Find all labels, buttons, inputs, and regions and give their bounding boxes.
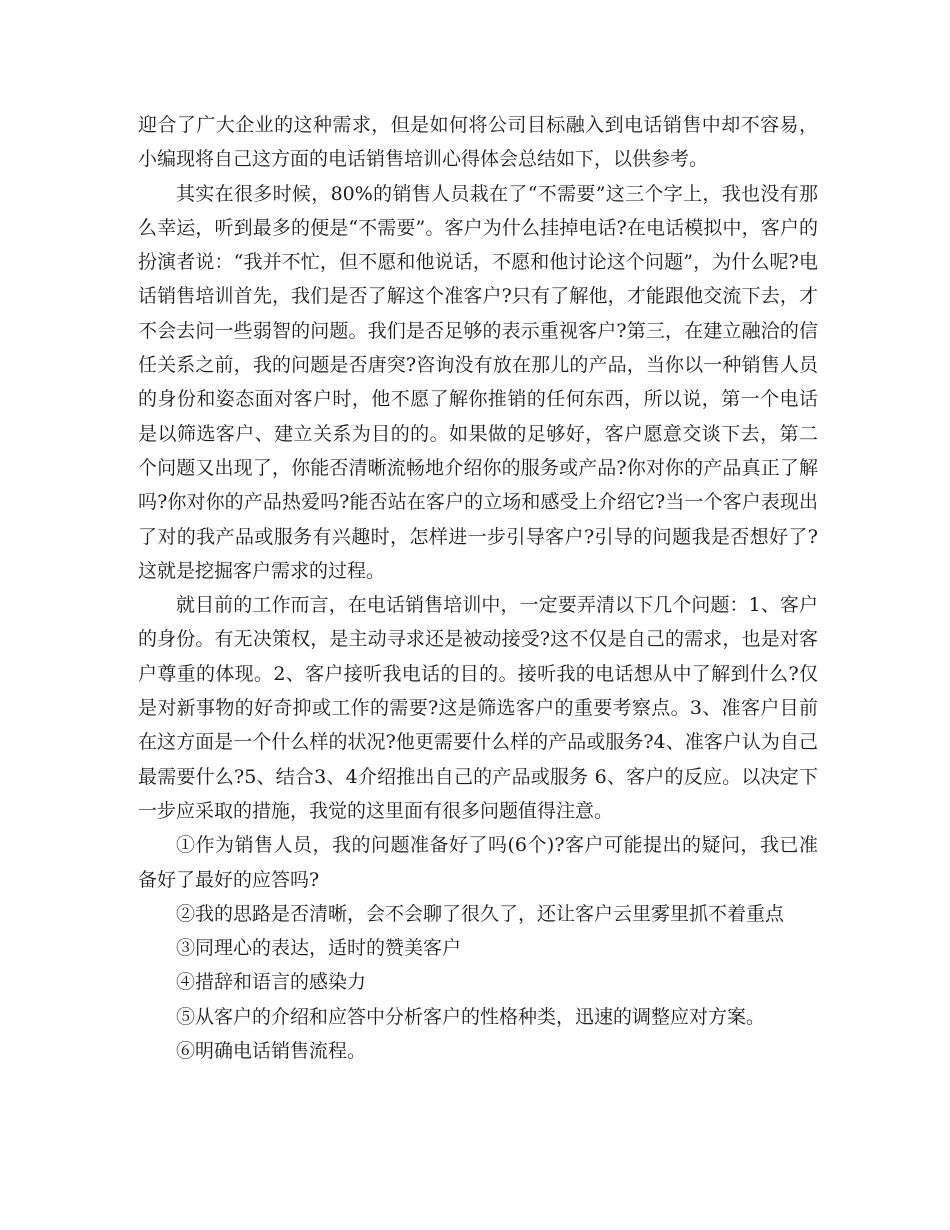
paragraph-customer-rejection: 其实在很多时候，80%的销售人员栽在了“不需要”这三个字上，我也没有那么幸运，听到最多的便是“不需要”。客户为什么挂掉电话?在电话模拟中，客户的扮演者说：“我并不忙，但不愿和他说话，不愿和他讨论这个问题”，为什么呢?电话销售培训首先，我们是否了解这个准客户?只有了解他，才能跟他交流下去，才不会去问一些弱智的问题。我们是否足够的表示重视客户?第三，在建立融洽的信任关系之前，我的问题是否唐突?咨询没有放在那儿的产品，当你以一种销售人员的身份和姿态面对客户时，他不愿了解你推销的任何东西，所以说，第一个电话是以筛选客户、建立关系为目的的。如果做的足够好，客户愿意交谈下去，第二个问题又出现了，你能否清晰流畅地介绍你的服务或产品?你对你的产品真正了解吗?你对你的产品热爱吗?能否站在客户的立场和感受上介绍它?当一个客户表现出了对的我产品或服务有兴趣时，怎样进一步引导客户?引导的问题我是否想好了?这就是挖掘客户需求的过程。 — [138, 182, 818, 582]
list-item-point-4: ④措辞和语言的感染力 — [176, 971, 367, 994]
paragraph-point-1: ①作为销售人员，我的问题准备好了吗(6个)?客户可能提出的疑问，我已准备好了最好的应答吗? — [138, 834, 818, 891]
list-item-point-5: ⑤从客户的介绍和应答中分析客户的性格种类，迅速的调整应对方案。 — [176, 1005, 766, 1028]
paragraph-key-questions: 就目前的工作而言，在电话销售培训中，一定要弄清以下几个问题：1、客户的身份。有无决策权，是主动寻求还是被动接受?这不仅是自己的需求，也是对客户尊重的体现。2、客户接听我电话的目的。接听我的电话想从中了解到什么?仅是对新事物的好奇抑或工作的需要?这是筛选客户的重要考察点。3、准客户目前在这方面是一个什么样的状况?他更需要什么样的产品或服务?4、准客户认为自己最需要什么?5、结合3、4介绍推出自己的产品或服务 6、客户的反应。以决定下一步应采取的措施，我觉的这里面有很多问题值得注意。 — [138, 594, 818, 822]
paragraph-continuation: 迎合了广大企业的这种需求，但是如何将公司目标融入到电话销售中却不容易，小编现将自己这方面的电话销售培训心得体会总结如下，以供参考。 — [138, 114, 818, 171]
list-item-point-2: ②我的思路是否清晰，会不会聊了很久了，还让客户云里雾里抓不着重点 — [176, 902, 785, 925]
list-item-point-3: ③同理心的表达，适时的赞美客户 — [176, 937, 462, 960]
document-body — [138, 108, 818, 1068]
list-item-point-6: ⑥明确电话销售流程。 — [176, 1040, 367, 1063]
